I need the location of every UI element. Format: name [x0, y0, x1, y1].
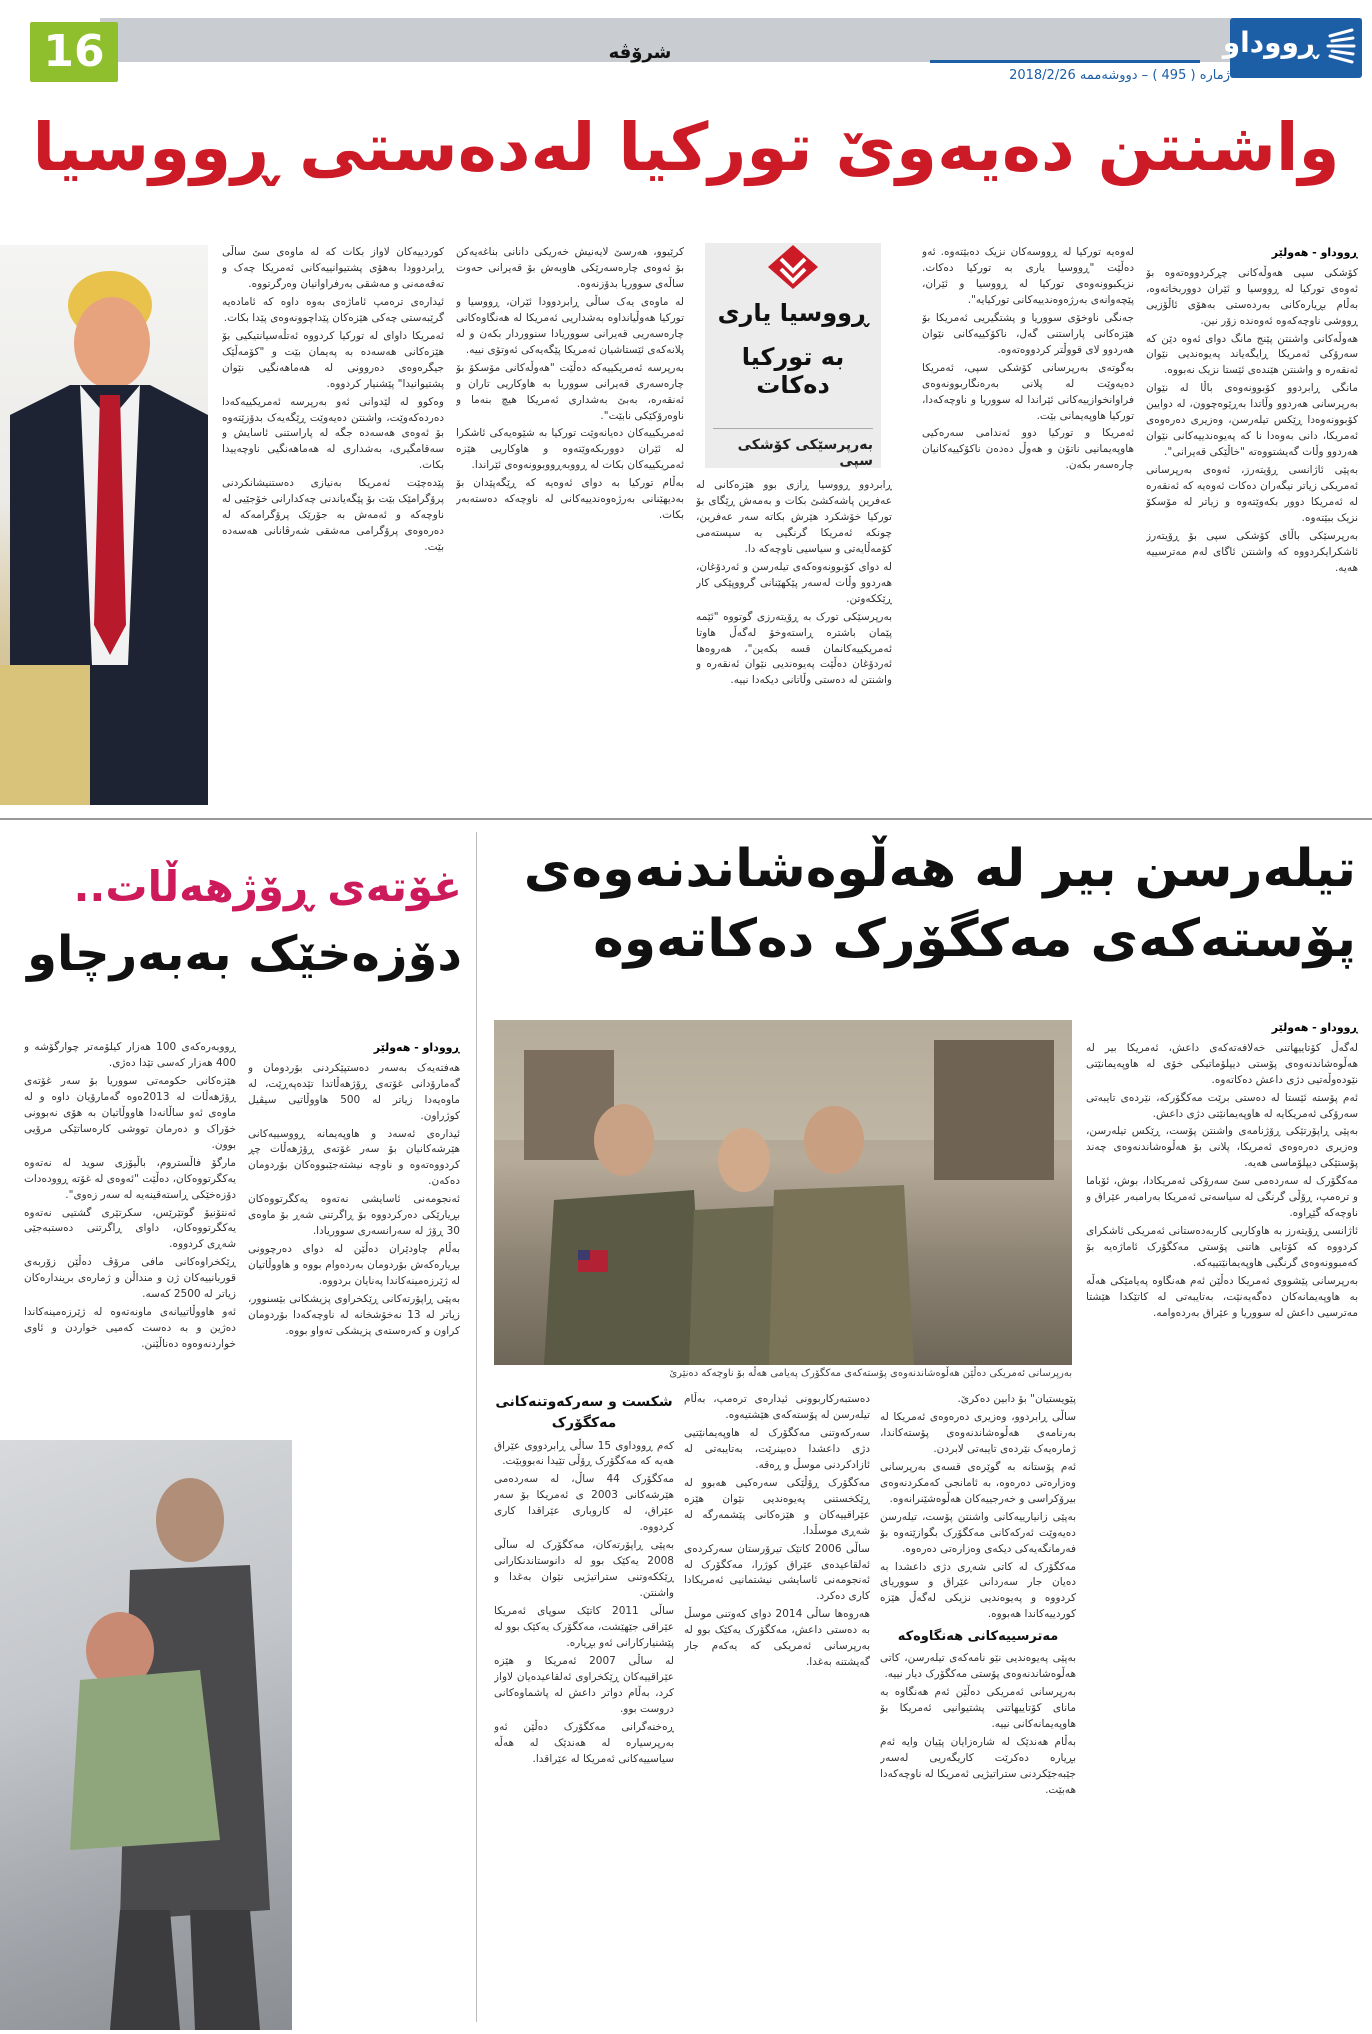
pullquote-credit: بەرپرسێکی کۆشکی سپی	[713, 428, 873, 469]
story3-photo	[0, 1440, 292, 2030]
paragraph: بەرپرسێکی باڵای کۆشکی سپی بۆ ڕۆیتەرز ئاشکرایکردووە کە واشنتن ئاگای لەم مەترسییە هەیە.	[1146, 529, 1358, 574]
story3-headline-line2: دۆزەخێک بەبەرچاو	[27, 926, 462, 982]
paragraph: ڕەخنەگرانی مەکگۆرک دەڵێن ئەو بەرپرسیارە لە هەندێک لە هەڵە سیاسییەکانی ئەمریکا لە عێراقدا.	[494, 1720, 674, 1765]
paragraph: مانگی ڕابردوو کۆبوونەوەی باڵا لە نێوان بەرپرسانی هەردوو وڵاتدا بەڕێوەچوون، لە دوایین کۆبوونەوەدا ڕێکس تیلەرسن، وەزیری دەرەوەی ئەمریکا، دانی بەوەدا نا کە پەیوەندییەکانی نێوان هەردوو وڵات گەیشتووەتە "خاڵێکی قەیرانی".	[1146, 382, 1358, 459]
paragraph: دەستبەرکاربوونی ئیدارەی ترەمپ، بەڵام تیلەرسن لە پۆستەکەی هێشتیەوە.	[684, 1393, 870, 1421]
story1-col4	[456, 245, 684, 805]
story1-col1	[1146, 245, 1358, 805]
paragraph: بەرپرسە ئەمریکییەکە دەڵێت "هەوڵەکانی مۆسکۆ بۆ چارەسەری قەیرانی سووریا بە هاوکاریی تاران و ئەنقەرە، بەبێ بەشداری ئەمریکا هیچ بنەما و ناوەرۆکێکی نابێت".	[456, 361, 684, 422]
paragraph: ئەو هاووڵاتییانەی ماونەتەوە لە ژێرزەمینەکاندا دەژین و بە دەست کەمیی خواردن و ئاوی خواردنەوەوە دەناڵێنن.	[24, 1306, 236, 1351]
paragraph: بەگوتەی بەرپرسانی کۆشکی سپی، ئەمریکا دەیەوێت لە پلانی بەرەنگاربوونەوەی فراوانخوازییەکانی ئێراندا لە سووریا و ناوچەکەدا، تورکیا هاوپەیمانی بێت.	[922, 361, 1134, 422]
paragraph: هەروەها ساڵی 2014 دوای کەوتنی موسڵ بە دەستی داعش، مەکگۆرک یەکێک بوو لە بەرپرسانی ئەمریکی کە یەکەم جار گەیشتنە بەغدا.	[684, 1608, 870, 1669]
paragraph: ساڵی ڕابردوو، وەزیری دەرەوەی ئەمریکا لە بەرنامەی هەڵوەشاندنەوەی پۆستەکاندا، ژمارەیەک نێردەی تایبەتی لابردن.	[880, 1410, 1076, 1455]
paragraph: کەم ڕووداوی 15 ساڵی ڕابردووی عێراق هەیە کە مەکگۆرک ڕۆڵی تێیدا نەبووبێت.	[494, 1439, 674, 1468]
photo-caption: بەرپرسانی ئەمریکی دەڵێن هەڵوەشاندنەوەی پۆستەکەی مەکگۆرک پەیامی هەڵە بۆ ناوچەکە دەنێرێ	[669, 1368, 1072, 1379]
paragraph: کرێیوو، هەرسێ لایەنیش خەریکی دانانی بناغەیەکن بۆ ئەوەی چارەسەرێکی هاوبەش بۆ قەیرانی حەوت ساڵەی سووریا بدۆزنەوە.	[456, 246, 684, 290]
paragraph: مەکگۆرک ڕۆڵێکی سەرەکیی هەبوو لە ڕێکخستنی پەیوەندیی نێوان هێزە عێراقییەکان و هێزەکانی پێشمەرگە لە شەڕی موسڵدا.	[684, 1476, 870, 1537]
person-figure	[0, 245, 208, 805]
section-name: شرۆڤە	[608, 42, 672, 63]
story1-col2	[922, 245, 1134, 805]
story2-byline: ڕووداو - هەولێر	[1271, 1021, 1358, 1034]
story1-col3	[696, 478, 892, 805]
paragraph: بەپێی زانیارییەکانی واشنتن پۆست، تیلەرسن دەیەوێت ئەرکەکانی مەکگۆرک بگوازێتەوە بۆ فەرمانگەیەکی دیکەی وەزارەتی دەرەوە.	[880, 1510, 1076, 1555]
paragraph: بەڵام هەندێک لە شارەزایان پێیان وایە ئەم بڕیارە دەکرێت کاریگەریی لەسەر جێبەجێکردنی ستراتیژیی ئەمریکا لە ناوچەکەدا هەبێت.	[880, 1735, 1076, 1796]
paragraph: بەرپرسانی ئەمریکی دەڵێن ئەم هەنگاوە بە مانای کۆتاییهاتنی پشتیوانیی ئەمریکا بۆ هاوپەیمانەکانی نییە.	[880, 1686, 1076, 1730]
paragraph: ڕابردوو ڕووسیا ڕازی بوو هێزەکانی لە عەفرین پاشەکشێ بکات و بەمەش ڕێگای بۆ تورکیا خۆشکرد هێرش بکاتە سەر عەفرین، چونکە ئەمریکا گرنگیی بە سیستەمی کۆمەڵایەتی و سیاسیی ناوچەکە دا.	[696, 479, 892, 555]
paragraph: ئەم پۆستانە بە گوێرەی قسەی بەرپرسانی وەزارەتی دەرەوە، بە ئامانجی کەمکردنەوەی بیرۆکراسی و خەرجییەکان هەڵوەشێنرانەوە.	[880, 1460, 1076, 1505]
story3-col2	[24, 1040, 236, 1480]
paragraph: بەرپرسانی پێشووی ئەمریکا دەڵێن ئەم هەنگاوە پەیامێکی هەڵە بە هاوپەیمانەکان دەگەیەنێت، بەتایبەتی لە کاتێکدا هێشتا مەترسیی داعش لە سووریا و عێراق بەردەوامە.	[1086, 1275, 1358, 1319]
paragraph: هێزەکانی حکومەتی سووریا بۆ سەر غۆتەی ڕۆژهەڵات لە 2013ەوە گەمارۆیان داوە و لە ماوەی ئەو ساڵانەدا هاووڵاتیان بە هۆی نەبوونی خۆراک و دەرمان تووشی کارەساتێکی مرۆیی بوون.	[24, 1074, 236, 1151]
paragraph: ئەمریکا داوای لە تورکیا کردووە ئەتڵەسیانتیکیی بۆ هێزەکانی هەسەدە بە پەیمان بێت و "کۆمەڵێک جیگرەوەی دەروونی لە هەماهەنگیی نێوان پشتیوانیدا" پێشنیار کردووە.	[222, 329, 444, 390]
pullquote-box	[705, 243, 881, 468]
paragraph: ئەنتۆنیۆ گوتێرێس، سکرتێری گشتیی نەتەوە یەکگرتووەکان، داوای ڕاگرتنی دەستبەجێی شەڕی کردووە.	[24, 1206, 236, 1251]
paragraph: ئاژانسی ڕۆیتەرز بە هاوکاریی کاربەدەستانی ئەمریکی ئاشکرای کردووە کە کۆتایی هاتنی پۆستی مەکگۆرک ئاماژەیە بۆ کەمبوونەوەی گرنگیی هاوپەیمانێتییەکە.	[1086, 1225, 1358, 1270]
vertical-divider	[476, 832, 477, 2022]
story2-col3	[684, 1392, 870, 2022]
paragraph: کۆشکی سپی هەوڵەکانی چڕکردووەتەوە بۆ ئەوەی تورکیا لە ڕووسیا و ئێران دووربخاتەوە، بەڵام بڕیارەکانی بەردەستی بەهۆی ئاڵۆزیی ڕووشی ناوچەکەوە ئەوەندە زۆر نین.	[1146, 266, 1358, 327]
rescuer-figure	[0, 1440, 292, 2030]
paragraph: مەکگۆرک لە کاتی شەڕی دژی داعشدا بە دەیان جار سەردانی عێراق و سووریای کردووە و پەیوەندیی نزیکی لەگەڵ هێزە کوردییەکاندا هەبووە.	[880, 1560, 1076, 1621]
paragraph: لەگەڵ کۆتاییهاتنی خەلافەتەکەی داعش، ئەمریکا بیر لە هەڵوەشاندنەوەی پۆستی دیپلۆماتیکی خۆی لە هاوپەیمانێتی نێودەوڵەتیی دژی داعش دەکاتەوە.	[1086, 1041, 1358, 1086]
paragraph: ئەمریکا و تورکیا دوو ئەندامی سەرەکیی هاوپەیمانیی ناتۆن و هەوڵ دەدەن ناکۆکییەکانیان چارەسەر بکەن.	[922, 427, 1134, 472]
story2-photo	[494, 1020, 1072, 1365]
paragraph: ساڵی 2011 کاتێک سوپای ئەمریکا عێراقی جێهێشت، مەکگۆرک یەکێک بوو لە پێشنیارکارانی ئەو بڕیارە.	[494, 1605, 674, 1649]
paragraph: مەکگۆرک لە سەردەمی سێ سەرۆکی ئەمریکادا، بوش، ئۆباما و ترەمپ، ڕۆڵی گرنگی لە سیاسەتی ئەمریکا بەرامبەر عێراق و ناوچەکە گێڕاوە.	[1086, 1175, 1358, 1220]
paragraph: لە ساڵی 2007 ئەمریکا و هێزە عێراقییەکان ڕێکخراوی ئەلقاعیدەیان لاواز کرد، بەڵام دواتر داعش لە پاشماوەکانی دروست بوو.	[494, 1654, 674, 1715]
soldiers-figure	[494, 1020, 1072, 1365]
paragraph: پێویستیان" بۆ دابین دەکرێ.	[957, 1393, 1076, 1405]
page-number: 16	[43, 26, 105, 77]
paragraph: بەپێی پەیوەندیی نێو نامەکەی تیلەرسن، کاتی هەڵوەشاندنەوەی پۆستی مەکگۆرک دیار نییە.	[880, 1652, 1076, 1681]
issue-line: ژمارە ( 495 ) – دووشەممە 2018/2/26	[1009, 68, 1230, 83]
paragraph: بەڵام تورکیا بە دوای ئەوەیە کە ڕێگەپێدان بۆ بەدیهێنانی بەرژەوەندییەکانی لە ناوچەکە دەستەبەر بکات.	[456, 477, 684, 522]
paragraph: لە ماوەی یەک ساڵی ڕابردوودا ئێران، ڕووسیا و تورکیا هەوڵیانداوە بەشداریی ئەمریکا لە هەنگاوەکانی چارەسەریی قەیرانی سووریادا سنووردار بکەن و لە پلانەکەی ئێستاشیان ئەمریکا پێگەیەکی ئەوتۆی نییە.	[456, 295, 684, 356]
paragraph: بەپێی ڕاپۆرتەکان، مەکگۆرک لە ساڵی 2008 یەکێک بوو لە دانوستاندنکارانی ڕێککەوتنی ستراتیژیی نێوان بەغدا و واشنتن.	[494, 1539, 674, 1600]
paragraph: هەوڵەکانی واشنتن پێنج مانگ دوای ئەوە دێن کە سەرۆکی ئەمریکا ڕایگەیاند پەیوەندیی نێوان ئەنقەرە و واشنتن هێندەی ئێستا نزیک نەبووە.	[1146, 332, 1358, 377]
paragraph: پێدەچێت ئەمریکا بەنیازی دەستنیشانکردنی پرۆگرامێک بێت بۆ پێگەیاندنی چەکدارانی خۆجێیی لە ناوچەکە و ئەمەش بە جۆرێک پرۆگرامەکە لە دەرەوەی پرۆگرامی مەشقی شەرڤانانی هەسەدە بێت.	[222, 477, 444, 554]
pullquote-line2: بە تورکیا دەکات	[741, 343, 845, 399]
story1-byline: ڕووداو - هەولێر	[1271, 246, 1358, 259]
subhead-failures: شکست و سەرکەوتنەکانی مەکگۆرک	[495, 1394, 673, 1432]
paragraph: مارگۆ فاڵستروم، باڵیۆزی سوید لە نەتەوە یەکگرتووەکان، دەڵێت "ئەوەی لە غۆتە ڕوودەدات دۆزەخێکی ڕاستەقینەیە لە سەر زەوی".	[24, 1156, 236, 1201]
paragraph: ئەم پۆستە ئێستا لە دەستی برێت مەکگۆرکە، نێردەی تایبەتی سەرۆکی ئەمریکایە لە هاوپەیمانێتی دژی داعش.	[1086, 1091, 1358, 1120]
story3-byline: ڕووداو - هەولێر	[373, 1041, 460, 1054]
brand-name: ڕووداو	[1222, 26, 1318, 59]
paragraph: کوردییەکان لاواز بکات کە لە ماوەی سێ ساڵی ڕابردوودا بەهۆی پشتیوانییەکانی ئەمریکا چەک و تەقەمەنی و مەشقی بەرفراوانیان وەرگرتووە.	[222, 246, 444, 290]
pullquote-line1: ڕووسیا یاری	[717, 299, 869, 327]
paragraph: بەپێی ڕاپۆرتەکانی ڕێکخراوی پزیشکانی بێسنوور، زیاتر لە 13 نەخۆشخانە لە ناوچەکەدا بۆردومان کراون و کەرەستەی پزیشکی تەواو بووە.	[248, 1293, 460, 1337]
story2-col1	[1086, 1020, 1358, 2020]
header-blue-rule	[930, 60, 1200, 63]
paragraph: ئیدارەی ترەمپ ئاماژەی بەوە داوە کە ئامادەیە گرێبەستی چەکی هێزەکان پێداچوونەوەی پێدا بکات.	[222, 295, 444, 324]
paragraph: ئەمریکییەکان دەیانەوێت تورکیا بە شێوەیەکی ئاشکرا لە ئێران دووربکەوێتەوە و هاوکاریی هێزە ئەمریکییەکان بکات لە ڕووبەڕووبوونەوەی ئێراندا.	[456, 427, 684, 472]
subhead-risks: مەترسییەکانی هەنگاوەکە	[897, 1629, 1059, 1645]
chevron-down-icon	[768, 245, 818, 289]
paragraph: سەرکەوتنی مەکگۆرک لە هاوپەیمانێتیی دژی داعشدا دەبینرێت، بەتایبەتی لە ئازادکردنی موسڵ و ڕەقە.	[684, 1426, 870, 1471]
paragraph: بەڵام چاودێران دەڵێن لە دوای دەرچوونی بڕیارەکەش بۆردومان بەردەوام بووە و هاووڵاتیان لە ژێرزەمینەکاندا پەنایان بردووە.	[248, 1243, 460, 1288]
section-divider	[0, 818, 1372, 820]
paragraph: لە دوای کۆبوونەوەکەی تیلەرسن و ئەردۆغان، هەردوو وڵات لەسەر پێکهێنانی گرووپێکی کار ڕێککەوتن.	[696, 560, 892, 605]
paragraph: هەفتەیەک بەسەر دەستپێکردنی بۆردومان و گەمارۆدانی غۆتەی ڕۆژهەڵاتدا تێدەپەڕێت، لە ماوەیەدا زیاتر لە 500 هاووڵاتیی سیڤیل کوژراون.	[248, 1061, 460, 1122]
paragraph: ڕووبەرەکەی 100 هەزار کیلۆمەتر چوارگۆشە و 400 هەزار کەسی تێدا دەژی.	[24, 1041, 236, 1069]
story3-headline-line1: غۆتەی ڕۆژهەڵات..	[73, 862, 462, 911]
story1-photo	[0, 245, 208, 805]
story2-headline-line2: پۆستەکەی مەکگۆرک دەکاتەوە	[593, 909, 1356, 969]
header-band	[0, 12, 1372, 98]
paragraph: ئیدارەی ئەسەد و هاوپەیمانە ڕووسییەکانی هێرشەکانیان بۆ سەر غۆتەی ڕۆژهەڵات چڕ کردووەتەوە و ناوچە نیشتەجێبووەکان بۆردومان دەکەن.	[248, 1127, 460, 1188]
paragraph: لەوەیە تورکیا لە ڕووسەکان نزیک دەبێتەوە. ئەو دەڵێت "ڕووسیا یاری بە تورکیا دەکات. نزیکبوونەوەی تورکیا لە ڕووسیا و ئێران، پێچەوانەی بەرژەوەندییەکانی تورکیایە".	[922, 246, 1134, 306]
story2-col4	[494, 1388, 674, 2022]
paragraph: ڕێکخراوەکانی مافی مرۆڤ دەڵێن زۆربەی قوربانییەکان ژن و منداڵن و ژمارەی بریندارەکان زیاتر لە 2500 کەسە.	[24, 1256, 236, 1301]
story1-col5	[222, 245, 444, 805]
paragraph: بەرپرسێکی تورک بە ڕۆیتەرزی گوتووە "ئێمە پێمان باشترە ڕاستەوخۆ لەگەڵ هاوتا ئەمریکییەکانمان قسە بکەین"، هەروەها ئەردۆغان دەڵێت پەیوەندیی نێوان ئەنقەرە و واشنتن لە دەستی وڵاتانی دیکەدا نییە.	[696, 610, 892, 687]
paragraph: وەکوو لە لێدوانی ئەو بەرپرسە ئەمریکییەکەدا دەردەکەوێت، واشنتن دەیەوێت ڕێگەیەک بدۆزێتەوە بۆ ئەوەی هەسەدە جگە لە پاراستنی ئاسایش و سەقامگیری، بەشداری لە هەماهەنگیی ناوچەییدا بکات.	[222, 395, 444, 472]
paragraph: ساڵی 2006 کاتێک تیرۆرستان سەرکردەی ئەلقاعیدەی عێراق کوژرا، مەکگۆرک لە ئەنجومەنی ئاسایشی نیشتمانیی ئەمریکادا کاری دەکرد.	[684, 1542, 870, 1603]
paragraph: جەنگی ناوخۆی سووریا و پشتگیریی ئەمریکا بۆ هێزەکانی پاراستنی گەل، ناکۆکییەکانی نێوان هەردوو لای قووڵتر کردووەتەوە.	[922, 311, 1134, 356]
paragraph: ئەنجومەنی ئاسایشی نەتەوە یەکگرتووەکان بڕیارێکی دەرکردووە بۆ ڕاگرتنی شەڕ بۆ ماوەی 30 ڕۆژ لە سەرانسەری سووریادا.	[248, 1193, 460, 1238]
story2-headline-line1: تیلەرسن بیر لە هەڵوەشاندنەوەی	[523, 839, 1356, 899]
paragraph: بەپێی ئاژانسی ڕۆیتەرز، ئەوەی بەرپرسانی ئەمریکی زیاتر نیگەران دەکات ئەوەیە کە ئەنقەرە لە ئەمریکا دوور بکەوێتەوە و زیاتر لە مۆسکۆ نزیک ببێتەوە.	[1146, 464, 1358, 525]
paragraph: بەپێی ڕاپۆرتێکی ڕۆژنامەی واشنتن پۆست، ڕێکس تیلەرسن، وەزیری دەرەوەی ئەمریکا، پلانی بۆ هەڵوەشاندنەوەی چەند پۆستێکی دیپلۆماسی هەیە.	[1086, 1125, 1358, 1170]
paragraph: مەکگۆرک 44 ساڵ، لە سەردەمی هێرشەکانی 2003 ی ئەمریکا بۆ سەر عێراق، لە کاروباری عێراقدا کاری کردووە.	[494, 1473, 674, 1534]
story2-col2	[880, 1392, 1076, 2022]
rays-icon	[1320, 26, 1360, 66]
story1-headline: واشنتن دەیەوێ تورکیا لەدەستی ڕووسیا	[32, 109, 1340, 186]
